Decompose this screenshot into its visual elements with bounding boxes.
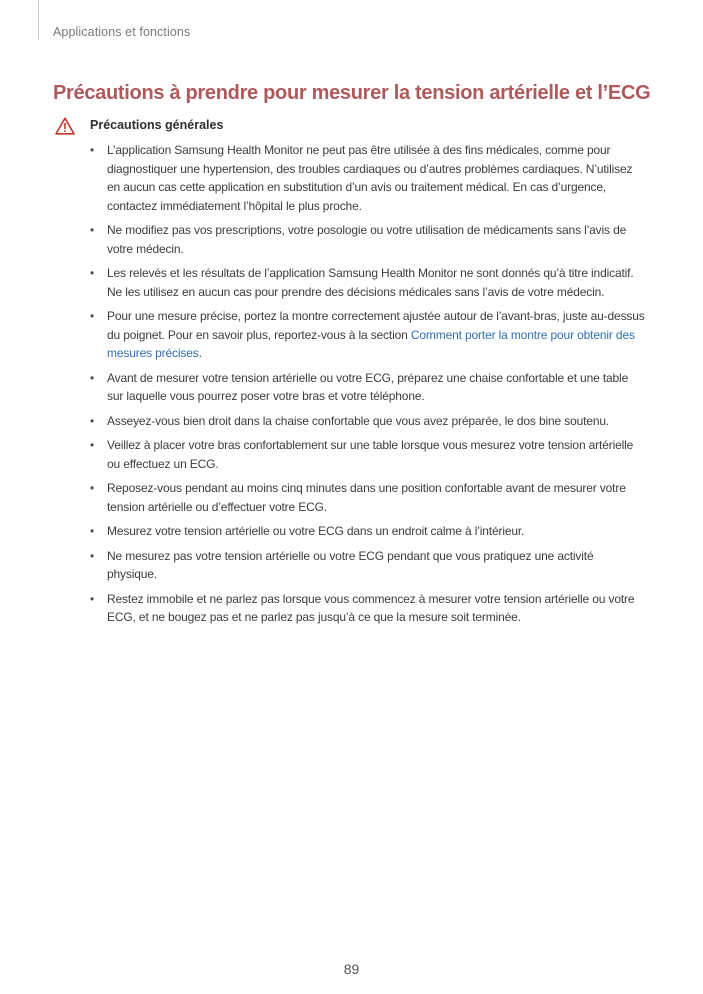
list-item: • Mesurez votre tension artérielle ou votre ECG dans un endroit calme à l’intérieur. bbox=[90, 522, 646, 541]
list-item: • Reposez-vous pendant au moins cinq minutes dans une position confortable avant de mesurer votre tension artérielle ou d’effectuer votre ECG. bbox=[90, 479, 646, 516]
subsection-title: Précautions générales bbox=[90, 118, 224, 132]
list-item: • Les relevés et les résultats de l’application Samsung Health Monitor ne sont donnés qu’à titre indicatif. Ne les utilisez en aucun cas pour prendre des décisions médicales sans l’avis de votre médecin. bbox=[90, 264, 646, 301]
list-item: • Veillez à placer votre bras confortablement sur une table lorsque vous mesurez votre tension artérielle ou effectuez un ECG. bbox=[90, 436, 646, 473]
list-item-text-end: . bbox=[198, 346, 202, 360]
list-item: • Restez immobile et ne parlez pas lorsque vous commencez à mesurer votre tension artérielle ou votre ECG, et ne bougez pas et ne parlez pas jusqu’à ce que la mesure soit terminée. bbox=[90, 590, 646, 627]
list-item: • Avant de mesurer votre tension artérielle ou votre ECG, préparez une chaise confortable et une table sur laquelle vous pourrez poser votre bras et votre téléphone. bbox=[90, 369, 646, 406]
precautions-list bbox=[90, 141, 646, 633]
wear-watch-link[interactable]: Comment porter la montre pour obtenir des mesures précises bbox=[107, 327, 635, 360]
page-title: Précautions à prendre pour mesurer la tension artérielle et l’ECG bbox=[53, 82, 651, 104]
list-item bbox=[90, 307, 646, 363]
list-item: • Ne mesurez pas votre tension artérielle ou votre ECG pendant que vous pratiquez une activité physique. bbox=[90, 547, 646, 584]
list-item-text: Pour une mesure précise, portez la montre correctement ajustée autour de l’avant-bras, juste au-dessus du poignet. Pour en savoir plus, reportez-vous à la section bbox=[107, 309, 645, 342]
list-item: • Ne modifiez pas vos prescriptions, votre posologie ou votre utilisation de médicaments sans l’avis de votre médecin. bbox=[90, 221, 646, 258]
list-item: • L’application Samsung Health Monitor ne peut pas être utilisée à des fins médicales, comme pour diagnostiquer une hypertension, des troubles cardiaques ou d’autres problèmes cardiaques. N’utilisez en aucun cas cette application en substitution d’un avis ou traitement médical. En cas d’urgence, contactez immédiatement l’hôpital le plus proche. bbox=[90, 141, 646, 215]
header-divider bbox=[38, 0, 39, 40]
page-number: 89 bbox=[343, 961, 360, 977]
warning-triangle-icon bbox=[55, 117, 75, 135]
section-header: Applications et fonctions bbox=[53, 25, 191, 39]
list-item: • Asseyez-vous bien droit dans la chaise confortable que vous avez préparée, le dos bine soutenu. bbox=[90, 412, 646, 431]
